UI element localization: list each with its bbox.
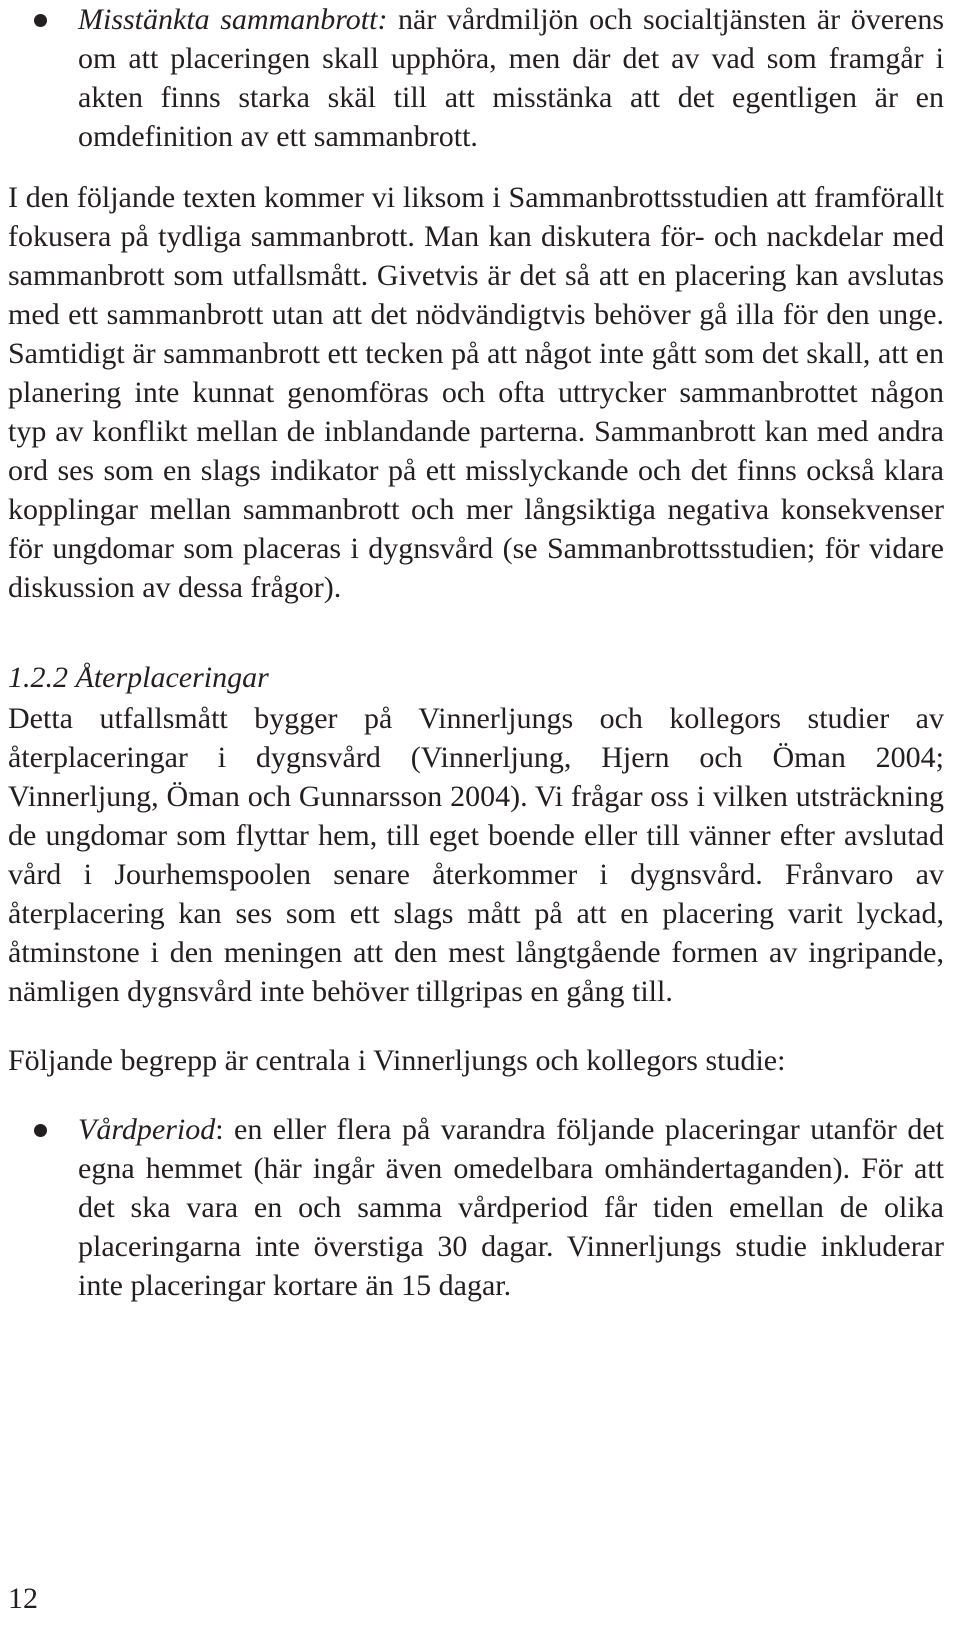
bullet-item-misstankta-sammanbrott — [8, 0, 944, 156]
bullet-text: när vårdmiljön och socialtjänsten är överens om att placeringen skall upphöra, men där det av vad som framgår i akten finns starka skäl till att misstänka att det egentligen är en omdefinition av ett sammanbrott. — [78, 3, 944, 153]
bullet-icon — [34, 1124, 47, 1137]
bullet-item-vardperiod — [8, 1110, 944, 1305]
bullet-icon — [34, 14, 47, 27]
section-heading: 1.2.2 Återplaceringar — [8, 661, 269, 694]
bullet-term: Vårdperiod — [78, 1113, 216, 1146]
bullet-term: Misstänkta sammanbrott: — [78, 3, 388, 36]
body-paragraph: Detta utfallsmått bygger på Vinnerljungs och kollegors studier av återplaceringar i dygnsvård (Vinnerljung, Hjern och Öman 2004; Vinnerljung, Öman och Gunnarsson 2004). Vi frågar oss i vilken utsträckning de ungdomar som flyttar hem, till eget boende eller till vänner efter avslutad vård i Jourhemspoolen senare återkommer i dygnsvård. Frånvaro av återplacering kan ses som ett slags mått på att en placering varit lyckad, åtminstone i den meningen att den mest långtgående formen av ingripande, nämligen dygnsvård inte behöver tillgripas en gång till. — [8, 702, 944, 1008]
document-page — [8, 0, 944, 1305]
bullet-text: : en eller flera på varandra följande placeringar utanför det egna hemmet (här ingår även omedelbara omhändertaganden). För att det ska vara en och samma vårdperiod får tiden emellan de olika placeringarna inte överstiga 30 dagar. Vinnerljungs studie inkluderar inte placeringar kortare än 15 dagar. — [78, 1113, 944, 1302]
body-paragraph: Följande begrepp är centrala i Vinnerljungs och kollegors studie: — [8, 1044, 786, 1077]
page-number: 12 — [8, 1582, 38, 1615]
body-paragraph: I den följande texten kommer vi liksom i Sammanbrottsstudien att framförallt fokusera på tydliga sammanbrott. Man kan diskutera för- och nackdelar med sammanbrott som utfallsmått. Givetvis är det så att en placering kan avslutas med ett sammanbrott utan att det nödvändigtvis behöver gå illa för den unge. Samtidigt är sammanbrott ett tecken på att något inte gått som det skall, att en planering inte kunnat genomföras och ofta uttrycker sammanbrottet någon typ av konflikt mellan de inblandande parterna. Sammanbrott kan med andra ord ses som en slags indikator på ett misslyckande och det finns också klara kopplingar mellan sammanbrott och mer långsiktiga negativa konsekvenser för ungdomar som placeras i dygnsvård (se Sammanbrottsstudien; för vidare diskussion av dessa frågor). — [8, 181, 944, 604]
